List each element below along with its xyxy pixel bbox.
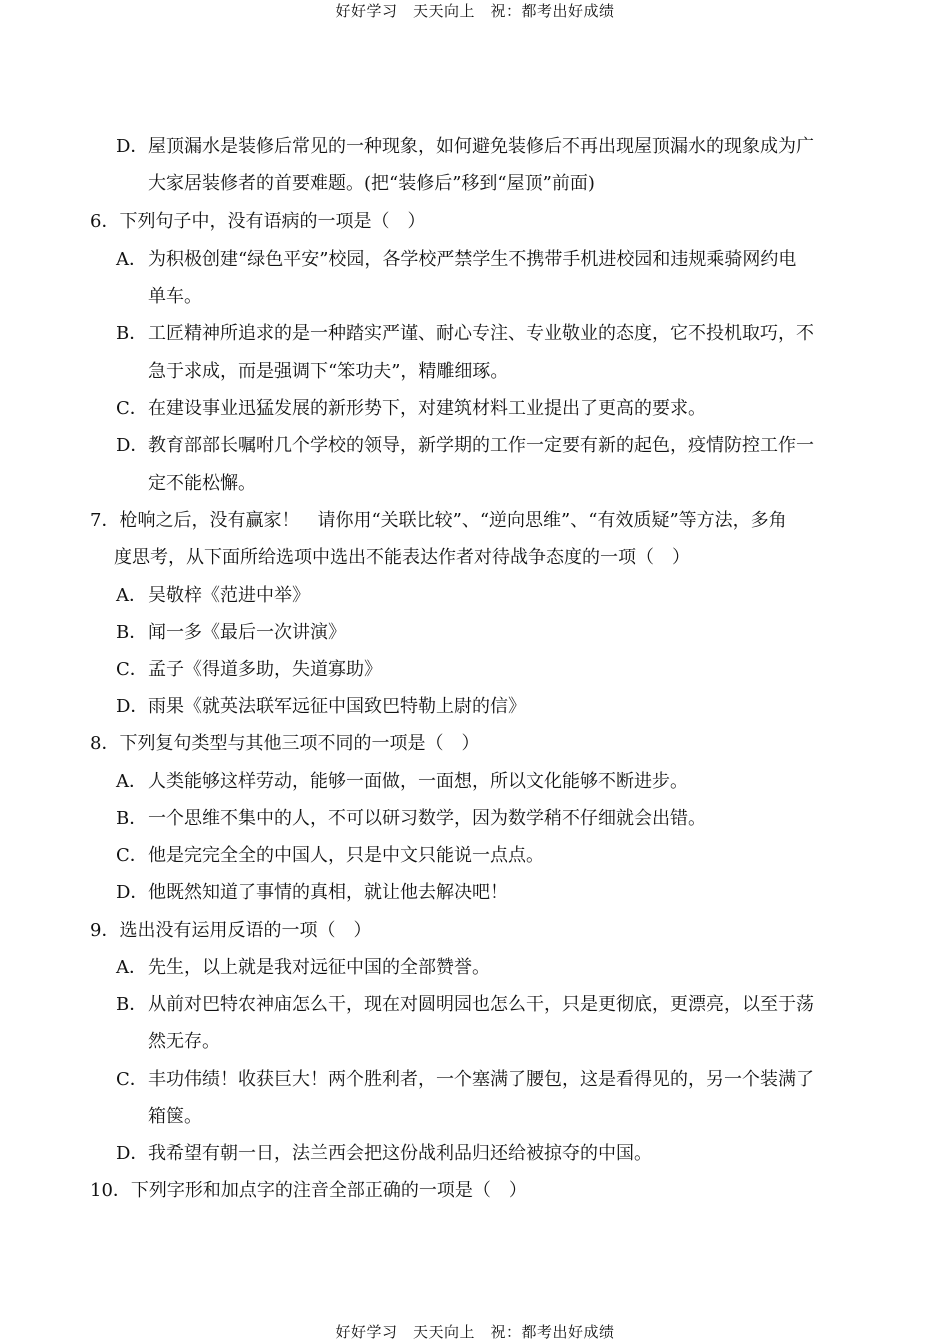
q6-option-a-cont: 单车。 [148, 286, 202, 307]
q7-option-b [116, 620, 346, 646]
option-text: 丰功伟绩！收获巨大！两个胜利者，一个塞满了腰包，这是看得见的，另一个装满了 [148, 1069, 814, 1090]
page-footer: 好好学习 天天向上 祝：都考出好成绩 [335, 1323, 615, 1341]
option-text: 我希望有朝一日，法兰西会把这份战利品归还给被掠夺的中国。 [148, 1143, 652, 1164]
question-10-stem [90, 1178, 527, 1204]
q9-option-d [116, 1141, 652, 1167]
q8-option-a [116, 769, 688, 795]
option-label: B． [116, 622, 148, 643]
option-text: 为积极创建“绿色平安”校园，各学校严禁学生不携带手机进校园和违规乘骑网约电 [148, 249, 797, 270]
option-label: C． [116, 659, 148, 680]
q9-option-b [116, 992, 814, 1018]
q6-option-a [116, 247, 796, 273]
question-number: 7． [90, 510, 120, 531]
question-8-stem [90, 731, 479, 757]
option-label: A． [116, 585, 147, 606]
option-label: D． [116, 1143, 149, 1164]
option-text: 屋顶漏水是装修后常见的一种现象，如何避免装修后不再出现屋顶漏水的现象成为广 [148, 136, 814, 157]
option-text: 一个思维不集中的人，不可以研习数学，因为数学稍不仔细就会出错。 [148, 808, 706, 829]
option-text: 闻一多《最后一次讲演》 [148, 622, 346, 643]
option-label: D． [116, 696, 149, 717]
q6-option-b [116, 321, 814, 347]
q9-option-a [116, 955, 490, 981]
q9-option-b-cont: 然无存。 [148, 1031, 220, 1052]
question-text: 下列句子中，没有语病的一项是（ ） [119, 211, 426, 232]
option-text: 在建设事业迅猛发展的新形势下，对建筑材料工业提出了更高的要求。 [148, 398, 706, 419]
q8-option-d [116, 880, 508, 906]
option-text: 孟子《得道多助，失道寡助》 [148, 659, 382, 680]
question-6-stem [90, 209, 425, 235]
question-7-stem-cont: 度思考，从下面所给选项中选出不能表达作者对待战争态度的一项（ ） [114, 547, 690, 568]
option-label: D． [116, 136, 149, 157]
option-text: 雨果《就英法联军远征中国致巴特勒上尉的信》 [148, 696, 526, 717]
question-7-stem [90, 508, 787, 534]
question-number: 10． [90, 1180, 131, 1201]
option-label: C． [116, 845, 148, 866]
question-text: 枪响之后，没有赢家！ 请你用“关联比较”、“逆向思维”、“有效质疑”等方法，多角 [119, 510, 787, 531]
question-number: 9． [90, 920, 120, 941]
q8-option-c [116, 843, 544, 869]
option-label: B． [116, 323, 148, 344]
option-label: D． [116, 435, 149, 456]
q5-option-d [116, 134, 814, 160]
option-label: D． [116, 882, 149, 903]
q6-option-d [116, 433, 814, 459]
q8-option-b [116, 806, 706, 832]
q6-option-b-cont: 急于求成，而是强调下“笨功夫”，精雕细琢。 [148, 361, 509, 382]
option-label: C． [116, 398, 148, 419]
question-number: 8． [90, 733, 120, 754]
option-text: 从前对巴特农神庙怎么干，现在对圆明园也怎么干，只是更彻底，更漂亮，以至于荡 [148, 994, 814, 1015]
option-text: 他是完完全全的中国人，只是中文只能说一点点。 [148, 845, 544, 866]
question-text: 选出没有运用反语的一项（ ） [119, 920, 372, 941]
q7-option-d [116, 694, 526, 720]
option-label: A． [116, 957, 147, 978]
q6-option-d-cont: 定不能松懈。 [148, 473, 256, 494]
option-text: 工匠精神所追求的是一种踏实严谨、耐心专注、专业敬业的态度，它不投机取巧，不 [148, 323, 814, 344]
option-text: 人类能够这样劳动，能够一面做，一面想，所以文化能够不断进步。 [148, 771, 688, 792]
option-label: B． [116, 994, 148, 1015]
q7-option-a [116, 583, 310, 609]
option-text: 教育部部长嘱咐几个学校的领导，新学期的工作一定要有新的起色，疫情防控工作一 [148, 435, 814, 456]
q7-option-c [116, 657, 382, 683]
option-label: B． [116, 808, 148, 829]
option-text: 先生，以上就是我对远征中国的全部赞誉。 [148, 957, 490, 978]
question-9-stem [90, 918, 371, 944]
option-text: 他既然知道了事情的真相，就让他去解决吧！ [148, 882, 508, 903]
q6-option-c [116, 396, 706, 422]
option-label: A． [116, 249, 147, 270]
option-label: C． [116, 1069, 148, 1090]
page-header: 好好学习 天天向上 祝：都考出好成绩 [335, 2, 615, 20]
option-text: 吴敬梓《范进中举》 [148, 585, 310, 606]
q9-option-c-cont: 箱箧。 [148, 1106, 202, 1127]
question-text: 下列字形和加点字的注音全部正确的一项是（ ） [130, 1180, 527, 1201]
question-text: 下列复句类型与其他三项不同的一项是（ ） [119, 733, 480, 754]
q9-option-c [116, 1067, 814, 1093]
question-number: 6． [90, 211, 120, 232]
q5-option-d-cont: 大家居装修者的首要难题。(把“装修后”移到“屋顶”前面) [148, 173, 595, 194]
option-label: A． [116, 771, 147, 792]
